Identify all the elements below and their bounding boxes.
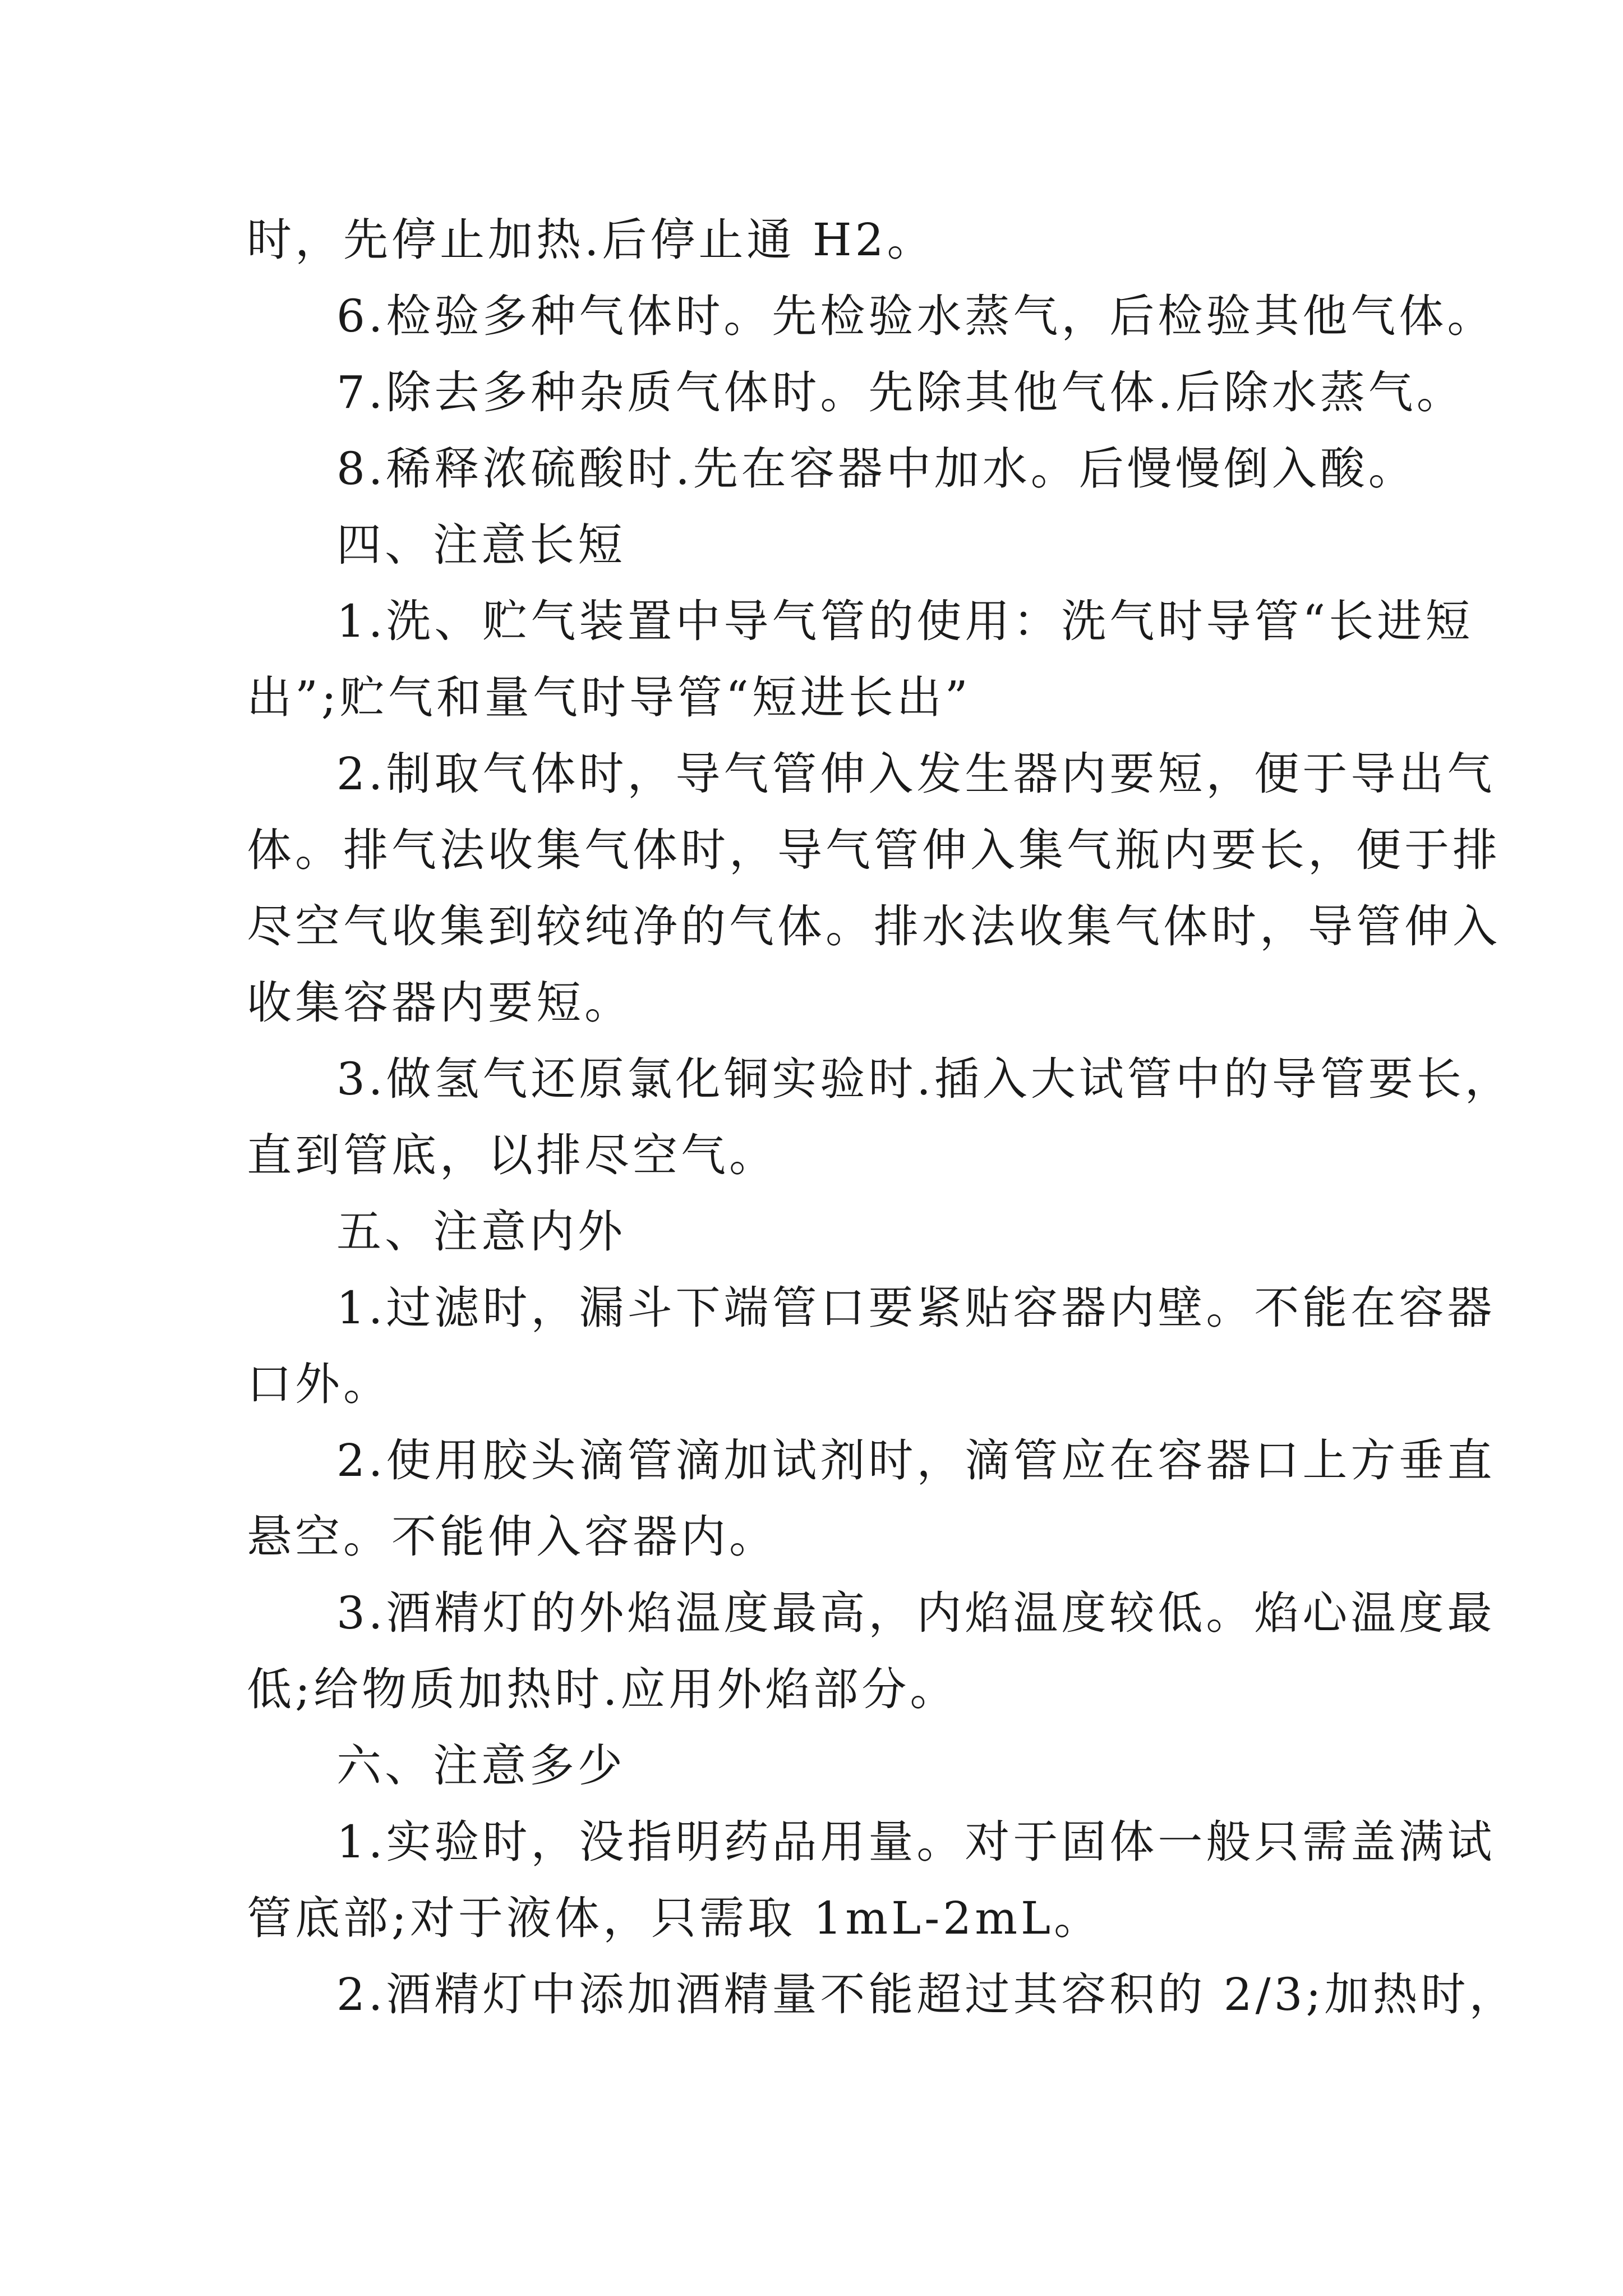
text-line: 出”;贮气和量气时导管“短进长出”: [247, 671, 971, 724]
text-line: 直到管底，以排尽空气。: [247, 1129, 777, 1181]
section-heading: 六、注意多少: [336, 1740, 626, 1792]
text-line: 收集容器内要短。: [247, 977, 633, 1029]
text-line: 8.稀释浓硫酸时.先在容器中加水。后慢慢倒入酸。: [336, 443, 1417, 495]
text-line: 3.酒精灯的外焰温度最高，内焰温度较低。焰心温度最: [336, 1587, 1496, 1639]
text-line: 1.洗、贮气装置中导气管的使用：洗气时导管“长进短: [336, 595, 1474, 647]
text-line: 尽空气收集到较纯净的气体。排水法收集气体时，导管伸入: [247, 900, 1501, 953]
text-line: 6.检验多种气体时。先检验水蒸气，后检验其他气体。: [336, 290, 1496, 342]
section-heading: 五、注意内外: [336, 1205, 626, 1258]
text-line: 3.做氢气还原氯化铜实验时.插入大试管中的导管要长，: [336, 1053, 1513, 1105]
text-line: 管底部;对于液体，只需取 1mL-2mL。: [247, 1892, 1103, 1944]
text-line: 2.制取气体时，导气管伸入发生器内要短，便于导出气: [336, 748, 1496, 800]
text-line: 1.实验时，没指明药品用量。对于固体一般只需盖满试: [336, 1816, 1496, 1868]
text-line: 2.使用胶头滴管滴加试剂时，滴管应在容器口上方垂直: [336, 1434, 1496, 1487]
text-line: 7.除去多种杂质气体时。先除其他气体.后除水蒸气。: [336, 366, 1465, 418]
text-line: 口外。: [247, 1358, 391, 1410]
text-line: 体。排气法收集气体时，导气管伸入集气瓶内要长，便于排: [247, 824, 1501, 876]
text-line: 时，先停止加热.后停止通 H2。: [247, 214, 935, 266]
text-line: 1.过滤时，漏斗下端管口要紧贴容器内壁。不能在容器: [336, 1282, 1496, 1334]
text-line: 悬空。不能伸入容器内。: [247, 1511, 777, 1563]
text-line: 2.酒精灯中添加酒精量不能超过其容积的 2/3;加热时，: [336, 1968, 1518, 2021]
text-line: 低;给物质加热时.应用外焰部分。: [247, 1663, 958, 1715]
document-body: [247, 202, 1518, 2033]
section-heading: 四、注意长短: [336, 519, 626, 571]
